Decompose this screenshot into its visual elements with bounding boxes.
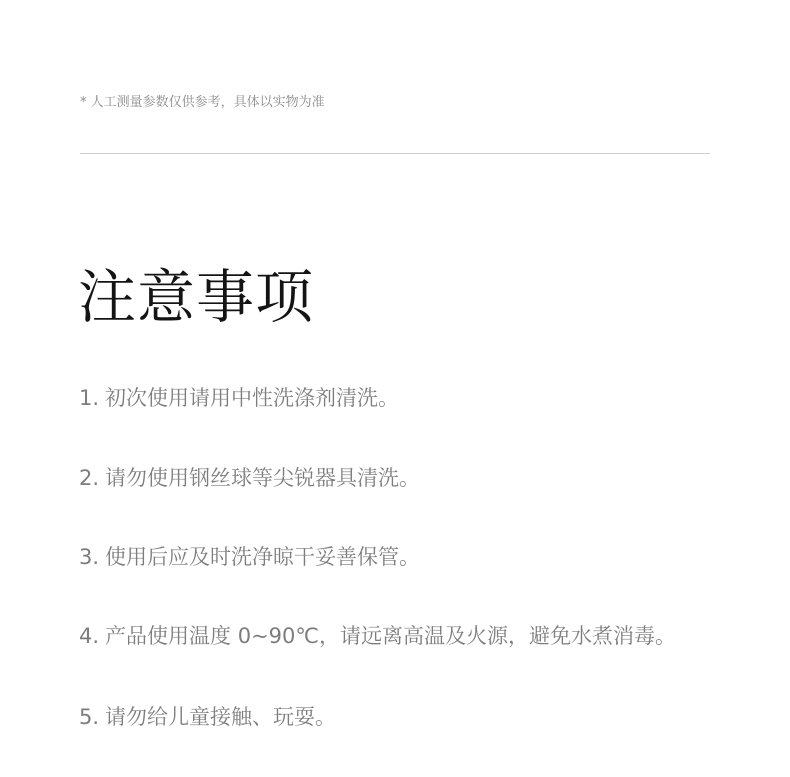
notice-item-text: 请勿给儿童接触、玩耍。 [105,705,337,729]
notice-item-text: 产品使用温度 0~90℃，请远离高温及火源，避免水煮消毒。 [105,624,676,648]
notice-item-number: 3. [79,545,100,569]
divider [80,153,710,154]
notice-item-text: 初次使用请用中性洗涤剂清洗。 [105,386,400,410]
notice-item-5 [79,702,336,732]
notice-item-1 [79,383,399,413]
notice-item-4 [79,621,676,651]
notice-item-number: 5. [79,705,100,729]
notice-item-number: 1. [79,386,100,410]
notice-item-2 [79,463,420,493]
notice-item-text: 使用后应及时洗净晾干妥善保管。 [105,545,421,569]
notice-item-text: 请勿使用钢丝球等尖锐器具清洗。 [105,466,421,490]
measurement-disclaimer: * 人工测量参数仅供参考，具体以实物为准 [80,95,325,110]
notice-item-number: 4. [79,624,100,648]
notice-item-3 [79,542,420,572]
notice-item-number: 2. [79,466,100,490]
page-title: 注意事项 [78,263,315,331]
